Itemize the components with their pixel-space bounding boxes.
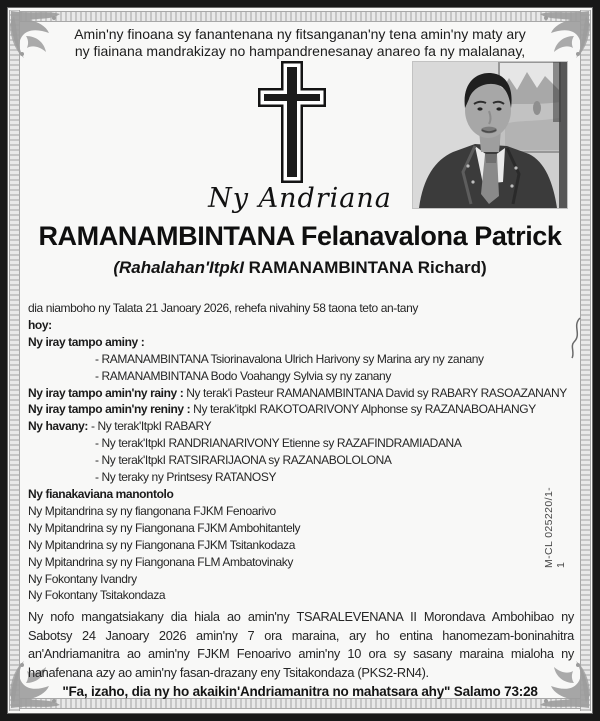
intro-line-2: ny fiainana mandrakizay no hampandrenesanay anareo fa ny malalanay, bbox=[74, 42, 526, 59]
print-code: M-CL 025220/1-1 bbox=[543, 486, 567, 568]
body-line bbox=[28, 334, 590, 351]
body-lines bbox=[28, 300, 590, 604]
body-line-text: - Ny terak'ItpkI RATSIRARIJAONA sy RAZANABOLOLONA bbox=[95, 453, 392, 468]
body-line-label: Ny iray tampo amin'ny rainy : bbox=[28, 385, 184, 400]
body-line bbox=[28, 503, 590, 520]
body-line bbox=[28, 300, 590, 317]
body-line-text: - RAMANAMBINTANA Tsiorinavalona Ulrich Harivony sy Marina ary ny zanany bbox=[95, 351, 484, 366]
body-line bbox=[28, 520, 590, 537]
body-line bbox=[28, 571, 590, 588]
body-line bbox=[28, 554, 590, 571]
body-line bbox=[28, 486, 590, 503]
body-line-text: - Ny terak'ItpkI RANDRIANARIVONY Etienne sy RAZAFINDRAMIADANA bbox=[95, 436, 462, 451]
ornament-band-left bbox=[9, 10, 20, 711]
intro-line-1: Amin'ny finoana sy fanantenana ny fitsanganan'ny tena amin'ny maty ary bbox=[74, 26, 526, 42]
body-line bbox=[28, 418, 590, 435]
body-line bbox=[28, 317, 590, 334]
body-line-label: hoy: bbox=[28, 317, 52, 332]
body-line-text: - Ny teraky ny Printsesy RATANOSY bbox=[95, 470, 277, 485]
body-line-label: Ny iray tampo amin'ny reniny : bbox=[28, 402, 191, 417]
deceased-name: RAMANAMBINTANA Felanavalona Patrick bbox=[38, 221, 562, 251]
relation-prefix: (Rahalahan'ItpkI bbox=[113, 258, 244, 277]
ornament-band-bottom bbox=[10, 698, 590, 709]
body-line-text: - Ny terak'ItpkI RABARY bbox=[88, 419, 212, 434]
body-line-label: Ny havany: bbox=[28, 419, 89, 434]
body-line-text: dia niamboho ny Talata 21 Janoary 2026, rehefa nivahiny 58 taona teto an-tany bbox=[28, 301, 418, 315]
body-line bbox=[28, 587, 590, 604]
body-line bbox=[28, 452, 590, 469]
cross-icon bbox=[258, 61, 326, 188]
ornament-band-top bbox=[10, 11, 590, 22]
body-line-text: Ny Mpitandrina sy ny fiangonana FJKM Fenoarivo bbox=[28, 503, 276, 518]
body-line bbox=[28, 401, 590, 418]
funeral-paragraph: Ny nofo mangatsiakany dia hiala ao amin'ny TSARALEVENANA II Morondava Ambohibao ny Sabotsy 24 Janoary 2026 amin'ny 7 ora maraina, ary ho entina hanomezam-boninahitra an'Andriamanitra ao amin'ny FJKM Fenoarivo amin'ny 10 ora sy sasany maraina mialoha ny hanafenana azy ao amin'ny fasan-drazany eny Tsitakondaza (PKS2-RN4). bbox=[28, 609, 574, 680]
body-line bbox=[28, 435, 590, 452]
body-line-text: Ny Mpitandrina sy ny Fiangonana FJKM Tsitankodaza bbox=[28, 537, 295, 552]
body-line-text: - RAMANAMBINTANA Bodo Voahangy Sylvia sy ny zanany bbox=[95, 368, 391, 383]
body-line-text: Ny Mpitandrina sy ny Fiangonana FLM Ambatovinaky bbox=[28, 554, 293, 569]
body-line bbox=[28, 351, 590, 368]
body-line-label: Ny iray tampo aminy : bbox=[28, 334, 145, 349]
body-line-text: Ny terak'i Pasteur RAMANAMBINTANA David sy RABARY RASOAZANANY bbox=[183, 385, 567, 400]
relation-name: RAMANAMBINTANA Richard) bbox=[243, 258, 487, 277]
body-line bbox=[28, 385, 590, 402]
body-line bbox=[28, 537, 590, 554]
relation-line bbox=[0, 258, 600, 278]
intro-text bbox=[40, 26, 560, 59]
body-line-text: Ny Fokontany Tsitakondaza bbox=[28, 588, 166, 603]
body-line bbox=[28, 368, 590, 385]
body-line-label: Ny fianakaviana manontolo bbox=[28, 486, 174, 501]
pen-mark bbox=[568, 316, 584, 360]
body-line-text: Ny Mpitandrina sy ny Fiangonana FJKM Ambohitantely bbox=[28, 520, 301, 535]
body-line bbox=[28, 469, 590, 486]
bible-verse: "Fa, izaho, dia ny ho akaikin'Andriamanitra no mahatsara ahy" Salamo 73:28 bbox=[62, 684, 538, 699]
body-line-text: Ny Fokontany Ivandry bbox=[28, 571, 137, 586]
body-line-text: Ny terak'itpkI RAKOTOARIVONY Alphonse sy RAZANABOAHANGY bbox=[190, 402, 536, 417]
honorific-script-title: Ny Andriana bbox=[208, 183, 392, 214]
